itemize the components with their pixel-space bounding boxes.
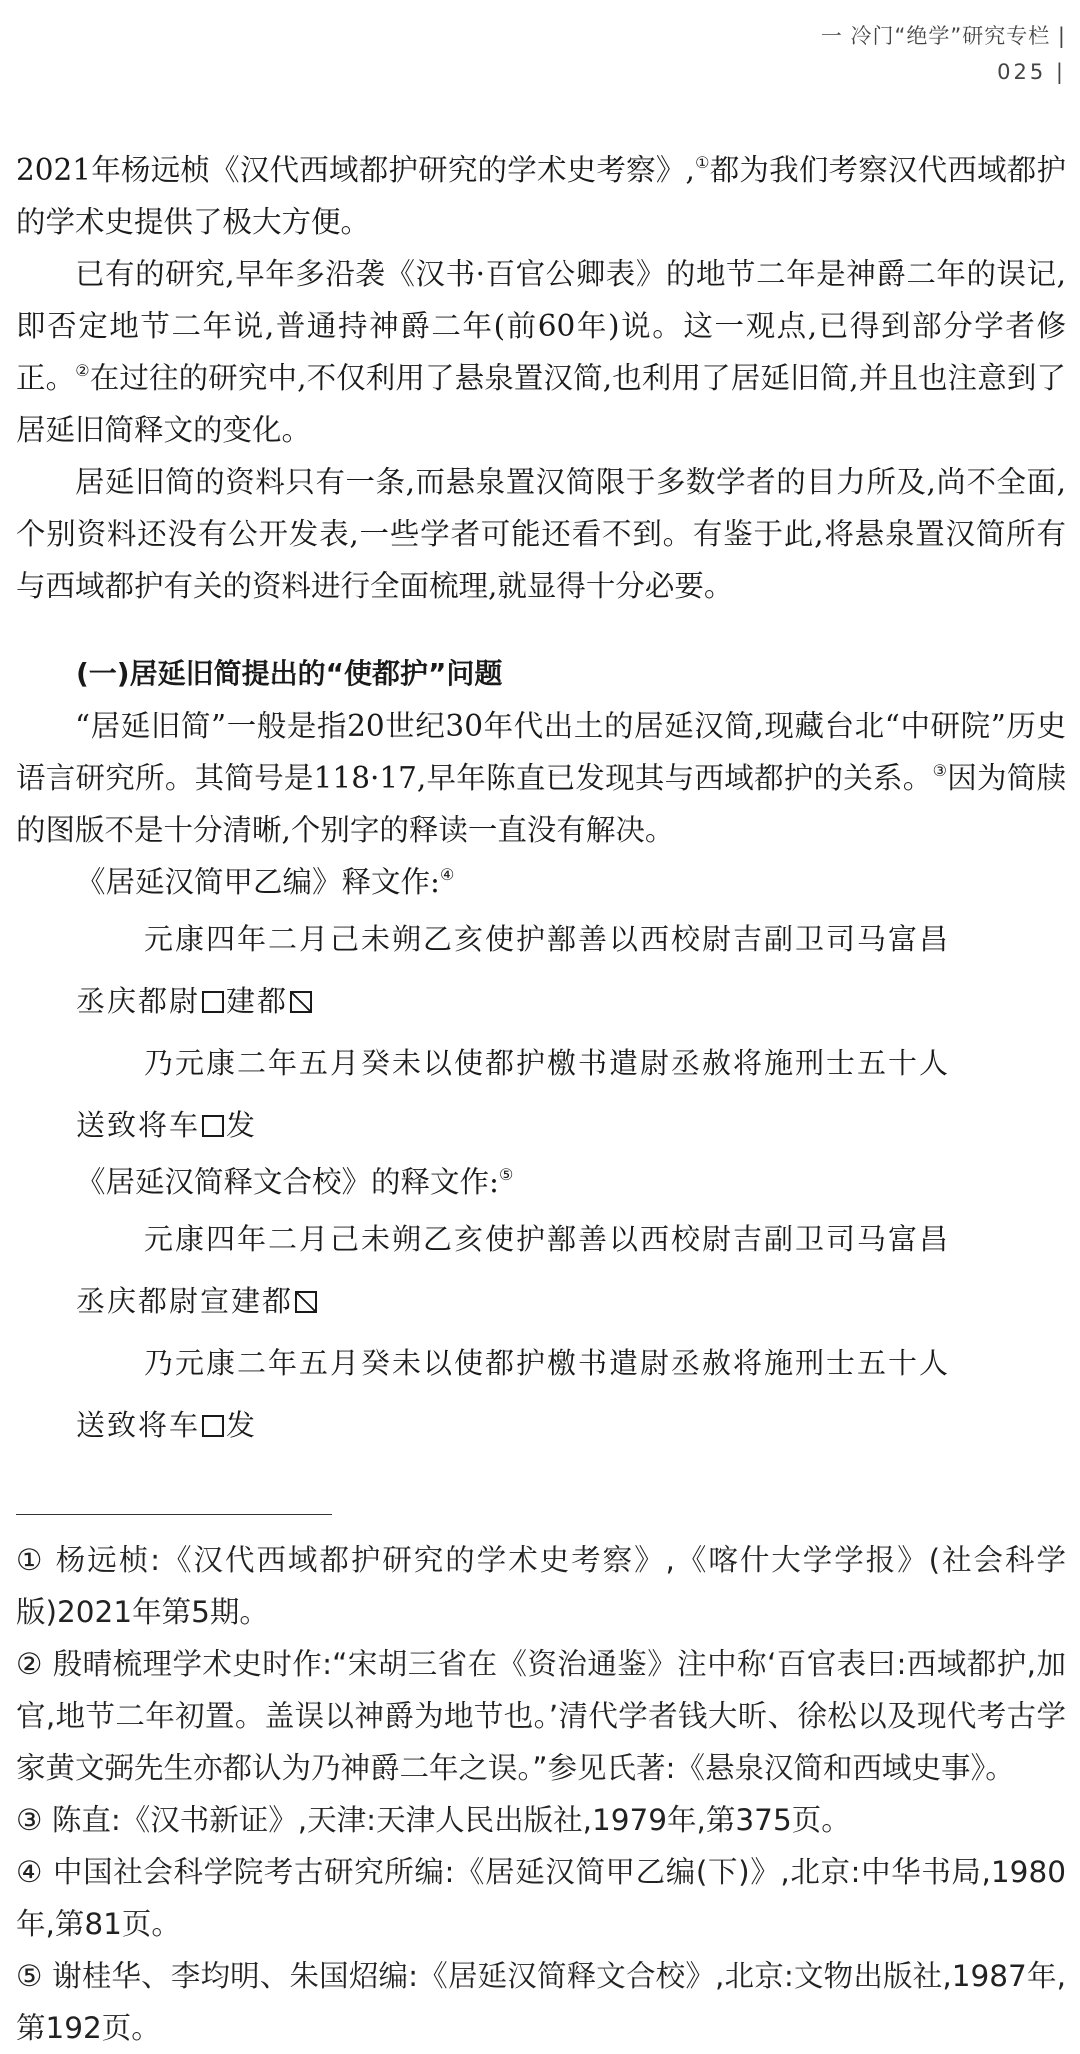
footnote-1: ① 杨远桢:《汉代西域都护研究的学术史考察》,《喀什大学学报》(社会科学版)2021年第5期。 (16, 1543, 1066, 1629)
quote-1-line-2: 丞庆都尉 建都 (16, 970, 1066, 1032)
missing-char-box (202, 1115, 224, 1137)
quote-1-line-4: 送致将车 发 (76, 1108, 258, 1142)
footnote-3: ③ 陈直:《汉书新证》,天津:天津人民出版社,1979年,第375页。 (16, 1803, 851, 1837)
footnote-ref-3[interactable]: ③ (932, 761, 948, 780)
quote-2-line-2: 丞庆都尉宣建都 (16, 1270, 1066, 1332)
quote-2-line-4: 送致将车 发 (76, 1408, 258, 1442)
footnotes (16, 1534, 1066, 2054)
paragraph-4: “居延旧简”一般是指20世纪30年代出土的居延汉简,现藏台北“中研院”历史语言研究所。其简号是118·17,早年陈直已发现其与西域都护的关系。③因为简牍的图版不是十分清晰,个别字的释读一直没有解决。 (16, 709, 1067, 847)
column-title: 一 冷门“绝学”研究专栏 | (820, 24, 1066, 48)
footnote-5: ⑤ 谢桂华、李均明、朱国炤编:《居延汉简释文合校》,北京:文物出版社,1987年,第192页。 (16, 1959, 1066, 2045)
paragraph-3: 居延旧简的资料只有一条,而悬泉置汉简限于多数学者的目力所及,尚不全面,个别资料还没有公开发表,一些学者可能还看不到。有鉴于此,将悬泉置汉简所有与西域都护有关的资料进行全面梳理,就显得十分必要。 (16, 465, 1066, 603)
quote-2-line-3: 乃元康二年五月癸未以使都护檄书遣尉丞赦将施刑士五十人 (144, 1346, 951, 1380)
quote-2-line-1: 元康四年二月己未朔乙亥使护鄯善以西校尉吉副卫司马富昌 (144, 1222, 951, 1256)
footnote-ref-4[interactable]: ④ (439, 865, 455, 884)
footnote-ref-5[interactable]: ⑤ (498, 1165, 514, 1184)
footnote-ref-1[interactable]: ① (694, 153, 710, 172)
section-heading: (一)居延旧简提出的“使都护”问题 (76, 657, 503, 690)
quote-1-line-3: 乃元康二年五月癸未以使都护檄书遣尉丞赦将施刑士五十人 (144, 1046, 951, 1080)
quote-block-2 (16, 1208, 1066, 1456)
footnote-ref-2[interactable]: ② (75, 361, 90, 380)
paragraph-1: 2021年杨远桢《汉代西域都护研究的学术史考察》,①都为我们考察汉代西域都护的学术史提供了极大方便。 (16, 153, 1067, 239)
missing-char-box (202, 991, 224, 1013)
page-number: 025 | (997, 60, 1066, 84)
quote-1-line-1: 元康四年二月己未朔乙亥使护鄯善以西校尉吉副卫司马富昌 (144, 922, 951, 956)
quote-block-1 (16, 908, 1066, 1156)
source-2-label: 《居延汉简释文合校》的释文作:⑤ (76, 1165, 514, 1199)
footnote-2: ② 殷晴梳理学术史时作:“宋胡三省在《资治通鉴》注中称‘百官表曰:西域都护,加官,地节二年初置。盖误以神爵为地节也。’清代学者钱大昕、徐松以及现代考古学家黄文弼先生亦都认为乃神爵二年之误。”参见氏著:《悬泉汉简和西域史事》。 (16, 1647, 1066, 1785)
source-1-label: 《居延汉简甲乙编》释文作:④ (76, 865, 455, 899)
main-text (16, 144, 1066, 1456)
footnote-4: ④ 中国社会科学院考古研究所编:《居延汉简甲乙编(下)》,北京:中华书局,1980年,第81页。 (16, 1855, 1066, 1941)
paragraph-2: 已有的研究,早年多沿袭《汉书·百官公卿表》的地节二年是神爵二年的误记,即否定地节二年说,普通持神爵二年(前60年)说。这一观点,已得到部分学者修正。②在过往的研究中,不仅利用了悬泉置汉简,也利用了居延旧简,并且也注意到了居延旧简释文的变化。 (16, 257, 1066, 447)
missing-char-box (202, 1415, 224, 1437)
broken-char-box (295, 1291, 317, 1313)
broken-char-box (290, 991, 312, 1013)
running-header (821, 20, 1066, 84)
footnote-divider (16, 1514, 332, 1515)
